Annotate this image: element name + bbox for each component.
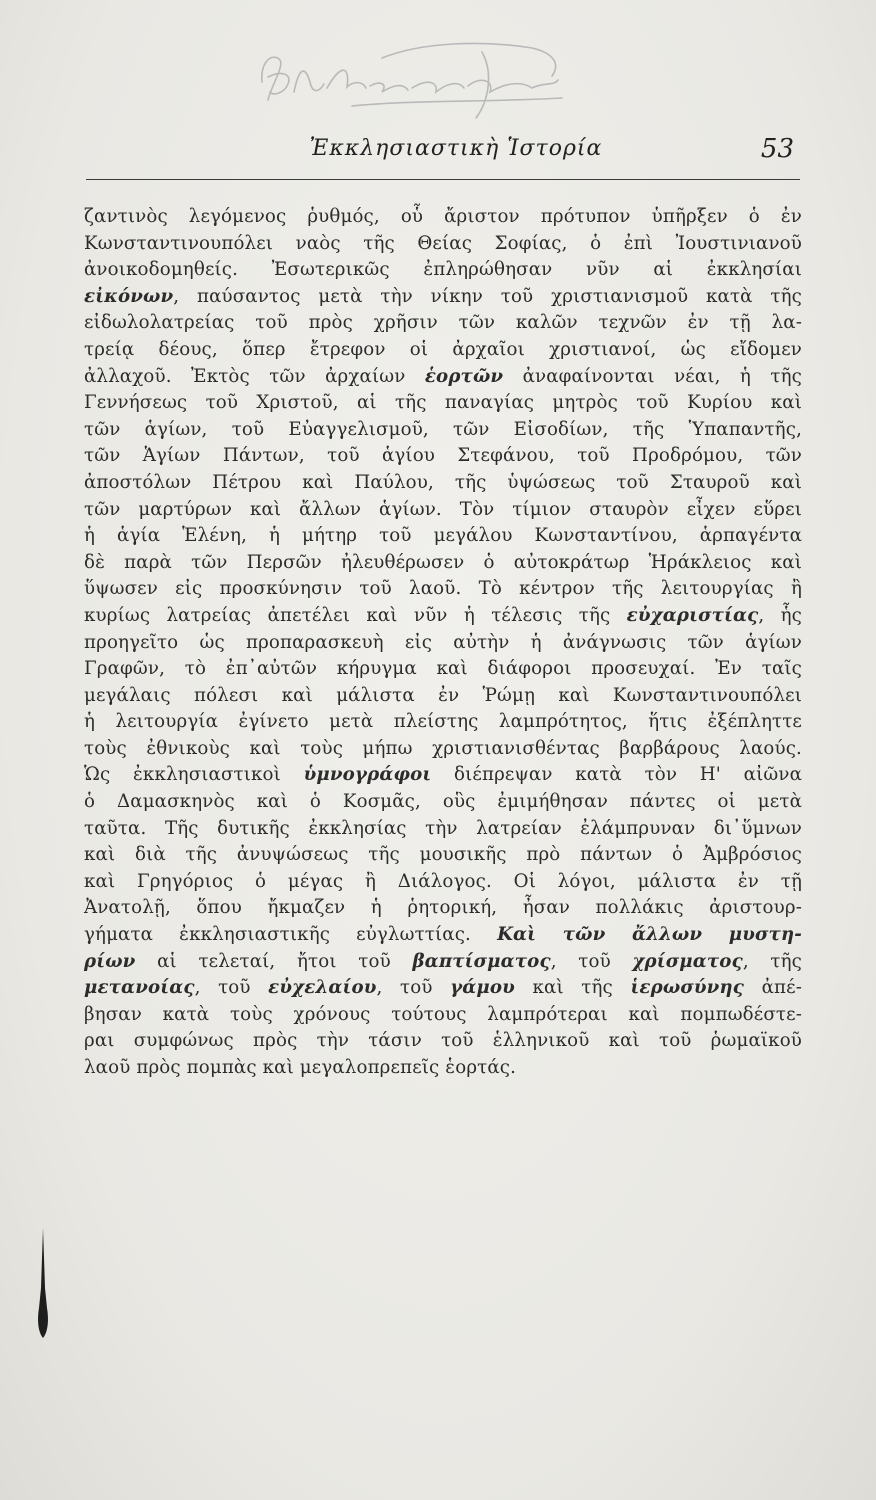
text-line bbox=[84, 709, 802, 736]
text-run: καὶ διὰ τῆς ἀνυψώσεως τῆς μουσικῆς πρὸ πάντων ὁ Ἀμβρόσιος bbox=[84, 844, 802, 866]
text-line bbox=[84, 1055, 802, 1082]
text-run: Ὡς ἐκκλησιαστικοὶ bbox=[84, 764, 304, 786]
text-line bbox=[84, 630, 802, 657]
text-line bbox=[84, 656, 802, 683]
text-line bbox=[84, 231, 802, 258]
text-line bbox=[84, 1028, 802, 1055]
handwritten-signature bbox=[232, 22, 592, 132]
text-run: , ἧς bbox=[758, 604, 802, 626]
running-title: Ἐκκλησιαστικὴ Ἱστορία bbox=[309, 136, 603, 161]
text-run: Κωνσταντινουπόλει ναὸς τῆς Θείας Σοφίας, ὁ ἐπὶ Ἰουστινιανοῦ bbox=[84, 232, 802, 254]
text-run: τῶν Ἁγίων Πάντων, τοῦ ἁγίου Στεφάνου, τοῦ Προδρόμου, τῶν bbox=[84, 445, 802, 467]
text-run: ταῦτα. Τῆς δυτικῆς ἐκκλησίας τὴν λατρείαν ἐλάμπρυναν δι᾽ὕμνων bbox=[84, 817, 802, 839]
emphasized-term: Καὶ τῶν ἄλλων μυστη- bbox=[497, 924, 803, 946]
text-run: ὕψωσεν εἰς προσκύνησιν τοῦ λαοῦ. Τὸ κέντρον τῆς λειτουργίας ἢ bbox=[84, 578, 802, 600]
text-line bbox=[84, 895, 802, 922]
body-text bbox=[84, 204, 802, 1082]
text-line bbox=[84, 922, 802, 949]
text-run: , τῆς bbox=[742, 950, 802, 972]
text-run: τρείᾳ δέους, ὅπερ ἔτρεφον οἱ ἀρχαῖοι χριστιανοί, ὡς εἴδομεν bbox=[84, 338, 802, 360]
text-run: εἰδωλολατρείας τοῦ πρὸς χρῆσιν τῶν καλῶν τεχνῶν ἐν τῇ λα- bbox=[84, 312, 802, 334]
text-run: λαοῦ πρὸς πομπὰς καὶ μεγαλοπρεπεῖς ἑορτάς. bbox=[84, 1057, 517, 1078]
text-line bbox=[84, 284, 802, 311]
page-header bbox=[86, 136, 798, 180]
text-run: προηγεῖτο ὡς προπαρασκευὴ εἰς αὐτὴν ἡ ἀνάγνωσις τῶν ἁγίων bbox=[84, 631, 802, 653]
text-run: ἀπέ- bbox=[744, 977, 803, 999]
text-line bbox=[84, 390, 802, 417]
text-run: τοὺς ἐθνικοὺς καὶ τοὺς μήπω χριστιανισθέντας βαρβάρους λαούς. bbox=[84, 737, 802, 759]
text-run: διέπρεψαν κατὰ τὸν Η' αἰῶνα bbox=[431, 764, 802, 786]
text-run: ἀναφαίνονται νέαι, ἡ τῆς bbox=[503, 365, 802, 387]
text-run: Γεννήσεως τοῦ Χριστοῦ, αἱ τῆς παναγίας μητρὸς τοῦ Κυρίου καὶ bbox=[84, 392, 802, 414]
text-run: ἀλλαχοῦ. Ἐκτὸς τῶν ἀρχαίων bbox=[84, 365, 425, 387]
text-line bbox=[84, 869, 802, 896]
emphasized-term: ρίων bbox=[84, 950, 136, 972]
text-line bbox=[84, 310, 802, 337]
text-line bbox=[84, 842, 802, 869]
text-run: τῶν ἁγίων, τοῦ Εὐαγγελισμοῦ, τῶν Εἰσοδίων, τῆς Ὑπαπαντῆς, bbox=[84, 418, 802, 440]
text-run: γήματα ἐκκλησιαστικῆς εὐγλωττίας. bbox=[84, 924, 498, 946]
text-run: , τοῦ bbox=[194, 977, 269, 999]
text-line bbox=[84, 523, 802, 550]
text-line bbox=[84, 443, 802, 470]
text-run: , παύσαντος μετὰ τὴν νίκην τοῦ χριστιανισμοῦ κατὰ τῆς bbox=[173, 285, 802, 307]
text-run: καὶ τῆς bbox=[514, 977, 631, 999]
text-run: , τοῦ bbox=[550, 950, 633, 972]
text-run: Ἀνατολῇ, ὅπου ἤκμαζεν ἡ ῥητορική, ἦσαν πολλάκις ἀριστουρ- bbox=[84, 897, 802, 919]
text-run: ἀνοικοδομηθείς. Ἐσωτερικῶς ἐπληρώθησαν νῦν αἱ ἐκκλησίαι bbox=[84, 259, 802, 281]
text-line bbox=[84, 364, 802, 391]
text-line bbox=[84, 975, 802, 1002]
text-line bbox=[84, 603, 802, 630]
text-line bbox=[84, 816, 802, 843]
emphasized-term: εὐχελαίου bbox=[268, 977, 377, 999]
text-line bbox=[84, 470, 802, 497]
text-line bbox=[84, 257, 802, 284]
emphasized-term: χρίσματος bbox=[632, 950, 743, 972]
text-line bbox=[84, 550, 802, 577]
emphasized-term: ἑορτῶν bbox=[424, 365, 504, 387]
text-run: τῶν μαρτύρων καὶ ἄλλων ἁγίων. Τὸν τίμιον σταυρὸν εἶχεν εὕρει bbox=[84, 498, 802, 520]
emphasized-term: μετανοίας bbox=[84, 977, 195, 999]
emphasized-term: βαπτίσματος bbox=[412, 950, 551, 972]
text-line bbox=[84, 417, 802, 444]
text-run: ραι συμφώνως πρὸς τὴν τάσιν τοῦ ἑλληνικοῦ καὶ τοῦ ῥωμαϊκοῦ bbox=[84, 1030, 802, 1052]
text-line bbox=[84, 789, 802, 816]
text-run: Γραφῶν, τὸ ἐπ᾽αὐτῶν κήρυγμα καὶ διάφοροι προσευχαί. Ἐν ταῖς bbox=[84, 658, 802, 680]
text-line bbox=[84, 736, 802, 763]
page-number: 53 bbox=[760, 134, 794, 164]
text-line bbox=[84, 337, 802, 364]
text-run: βησαν κατὰ τοὺς χρόνους τούτους λαμπρότεραι καὶ πομπωδέστε- bbox=[84, 1003, 802, 1025]
emphasized-term: ἱερωσύνης bbox=[630, 977, 745, 999]
text-run: μεγάλαις πόλεσι καὶ μάλιστα ἐν Ῥώμῃ καὶ Κωνσταντινουπόλει bbox=[84, 684, 802, 706]
text-run: καὶ Γρηγόριος ὁ μέγας ἢ Διάλογος. Οἱ λόγοι, μάλιστα ἐν τῇ bbox=[84, 870, 802, 892]
emphasized-term: ὑμνογράφοι bbox=[303, 764, 432, 786]
text-run: ἡ λειτουργία ἐγίνετο μετὰ πλείστης λαμπρότητος, ἥτις ἐξέπληττε bbox=[84, 711, 802, 733]
ink-blot-mark bbox=[34, 1228, 50, 1340]
text-run: δὲ παρὰ τῶν Περσῶν ἠλευθέρωσεν ὁ αὐτοκράτωρ Ἡράκλειος καὶ bbox=[84, 551, 802, 573]
emphasized-term: γάμου bbox=[450, 977, 515, 999]
text-line bbox=[84, 683, 802, 710]
text-run: ὁ Δαμασκηνὸς καὶ ὁ Κοσμᾶς, οὓς ἐμιμήθησαν πάντες οἱ μετὰ bbox=[84, 791, 802, 813]
emphasized-term: εὐχαριστίας bbox=[626, 604, 759, 626]
text-line bbox=[84, 497, 802, 524]
text-line bbox=[84, 204, 802, 231]
text-line bbox=[84, 1002, 802, 1029]
text-run: κυρίως λατρείας ἀπετέλει καὶ νῦν ἡ τέλεσις τῆς bbox=[84, 604, 627, 626]
header-rule bbox=[86, 179, 800, 180]
text-line bbox=[84, 762, 802, 789]
text-line bbox=[84, 949, 802, 976]
text-run: ἀποστόλων Πέτρου καὶ Παύλου, τῆς ὑψώσεως τοῦ Σταυροῦ καὶ bbox=[84, 471, 802, 493]
text-line bbox=[84, 576, 802, 603]
text-run: ζαντινὸς λεγόμενος ῥυθμός, οὗ ἄριστον πρότυπον ὑπῆρξεν ὁ ἐν bbox=[84, 206, 802, 227]
emphasized-term: εἰκόνων bbox=[84, 285, 174, 307]
text-run: αἱ τελεταί, ἤτοι τοῦ bbox=[135, 950, 413, 972]
text-run: , τοῦ bbox=[376, 977, 451, 999]
text-run: ἡ ἁγία Ἑλένη, ἡ μήτηρ τοῦ μεγάλου Κωνσταντίνου, ἁρπαγέντα bbox=[84, 525, 802, 547]
